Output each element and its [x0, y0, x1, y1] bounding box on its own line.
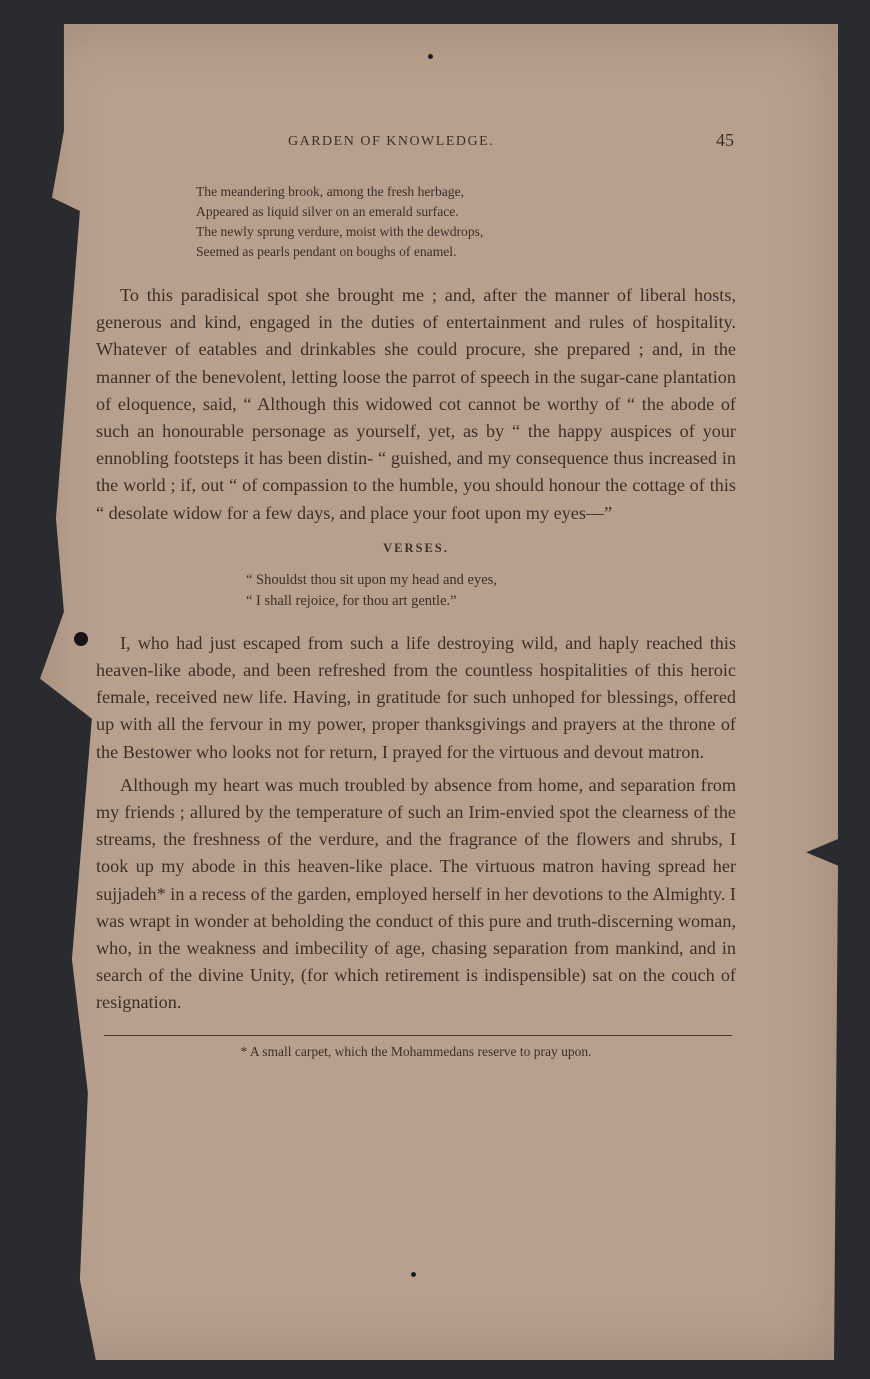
- poem-line: The newly sprung verdure, moist with the dewdrops,: [196, 224, 484, 239]
- poem-line: Seemed as pearls pendant on boughs of enamel.: [196, 244, 457, 259]
- verse-couplet: [246, 570, 736, 612]
- running-head: [96, 130, 736, 156]
- poem-stanza: [196, 182, 736, 262]
- couplet-line: “ I shall rejoice, for thou art gentle.”: [246, 592, 457, 609]
- paragraph: To this paradisical spot she brought me ; and, after the manner of liberal hosts, generous and kind, engaged in the duties of entertainment and rules of hospitality. Whatever of eatables and drinkables she could procure, she prepared ; and, in the manner of the benevolent, letting loose the parrot of speech in the sugar-cane plantation of eloquence, said, “ Although this widowed cot cannot be worthy of “ the abode of such an honourable personage as yourself, yet, as by “ the happy auspices of your ennobling footsteps it has been distin- “ guished, and my consequence thus increased in the world ; if, out “ of compassion to the humble, you should honour the cottage of this “ desolate widow for a few days, and place your foot upon my eyes—”: [96, 285, 736, 523]
- couplet-line: “ Shouldst thou sit upon my head and eyes,: [246, 571, 497, 588]
- ink-spot: [74, 632, 88, 646]
- running-head-title: GARDEN OF KNOWLEDGE.: [288, 134, 495, 149]
- ink-spot: [411, 1272, 416, 1277]
- footnote-rule: [104, 1035, 732, 1036]
- poem-line: The meandering brook, among the fresh herbage,: [196, 184, 464, 199]
- ink-spot: [428, 54, 433, 59]
- page-content: [96, 130, 736, 1060]
- verses-heading: VERSES.: [383, 540, 449, 555]
- poem-line: Appeared as liquid silver on an emerald surface.: [196, 204, 459, 219]
- paragraph: I, who had just escaped from such a life destroying wild, and haply reached this heaven-like abode, and been refreshed from the countless hospitalities of this heroic female, received new life. Having, in gratitude for such unhoped for blessings, offered up with all the fervour in my power, proper thanksgivings and prayers at the throne of the Bestower who looks not for return, I prayed for the virtuous and devout matron.: [96, 632, 736, 762]
- page-number: 45: [716, 130, 734, 150]
- footnote: * A small carpet, which the Mohammedans reserve to pray upon.: [240, 1043, 592, 1059]
- paragraph: Although my heart was much troubled by absence from home, and separation from my friends ; allured by the temperature of such an Irim-envied spot the clearness of the streams, the freshness of the verdure, and the fragrance of the flowers and shrubs, I took up my abode in this heaven-like place. The virtuous matron having spread her sujjadeh* in a recess of the garden, employed herself in her devotions to the Almighty. I was wrapt in wonder at beholding the conduct of this pure and truth-discerning woman, who, in the weakness and imbecility of age, chasing separation from mankind, and in search of the divine Unity, (for which retirement is indispensible) sat on the couch of resignation.: [96, 774, 736, 1013]
